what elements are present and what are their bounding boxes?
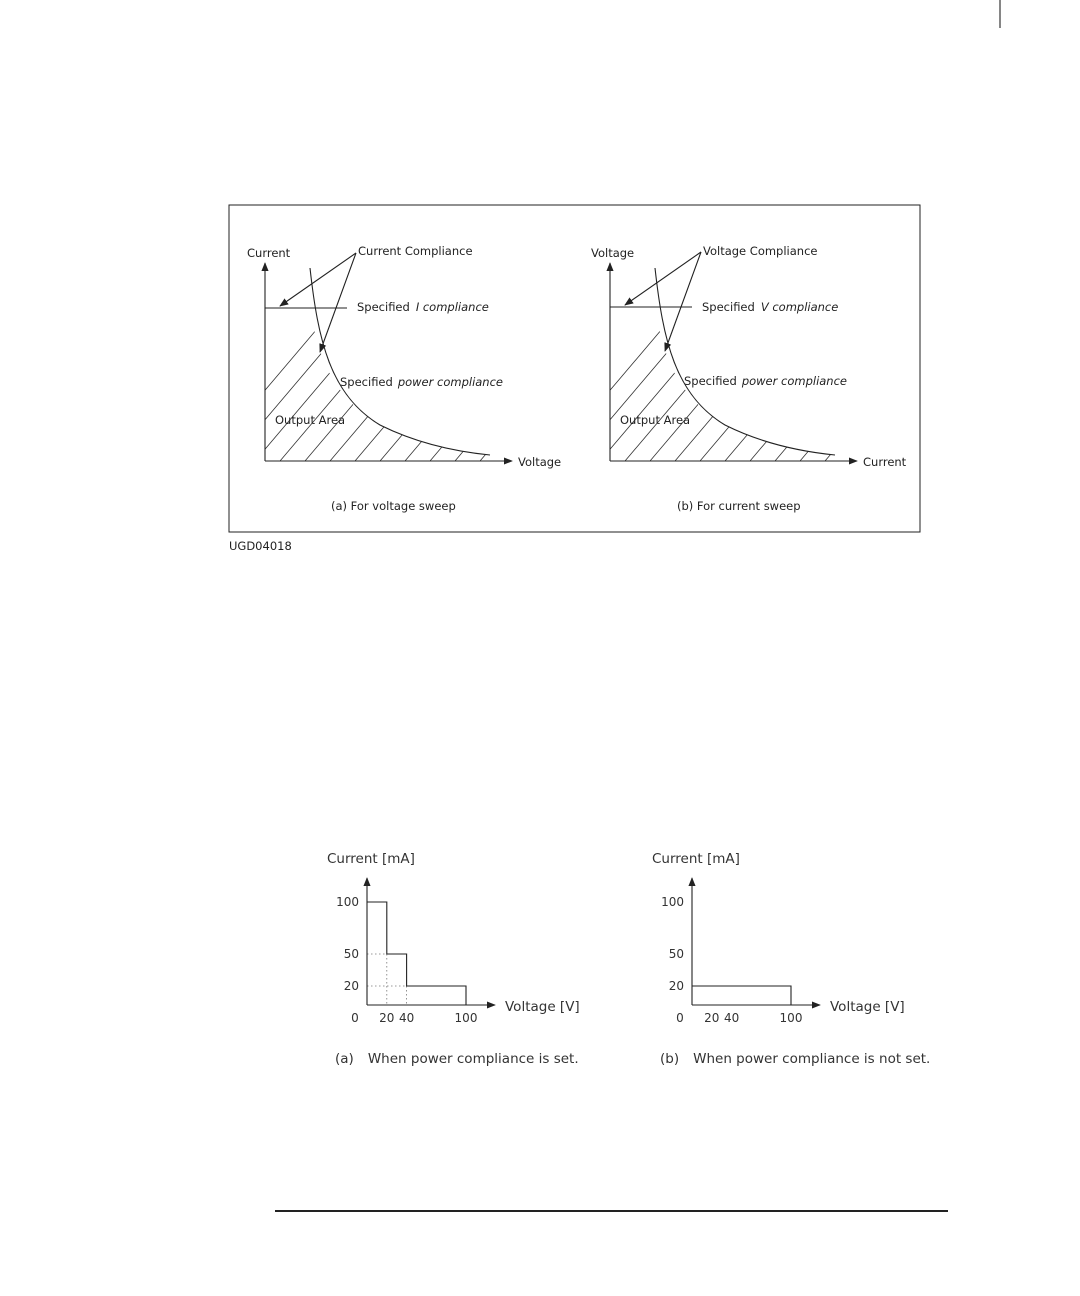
figure1-panel-a [205, 244, 620, 513]
x-tick-label: 0 [351, 1011, 359, 1025]
figure-id: UGD04018 [229, 539, 292, 553]
x-tick-label: 0 [676, 1011, 684, 1025]
x-tick-label: 40 [723, 1011, 740, 1025]
output-area-label: Output Area [620, 413, 691, 427]
chart-a [327, 851, 580, 1067]
figure1-panel-b [550, 244, 965, 513]
y-tick-label: 20 [343, 979, 359, 993]
pointer-arrow [665, 252, 701, 351]
panel-caption: (b) For current sweep [677, 499, 801, 513]
series-line [367, 902, 466, 1005]
specified-compliance-label: Specified I compliance [357, 300, 489, 314]
y-tick-label: 100 [336, 895, 359, 909]
series-line [692, 986, 791, 1005]
y-tick-label: 20 [668, 979, 684, 993]
power-compliance-label: Specified power compliance [684, 374, 847, 388]
chart-caption: (b) When power compliance is not set. [660, 1051, 931, 1067]
x-axis-label: Voltage [518, 455, 562, 469]
compliance-label: Current Compliance [358, 244, 473, 258]
power-compliance-label: Specified power compliance [340, 375, 503, 389]
y-tick-label: 50 [668, 947, 684, 961]
x-tick-label: 40 [398, 1011, 415, 1025]
panel-caption: (a) For voltage sweep [331, 499, 456, 513]
pointer-arrow [625, 252, 701, 305]
x-axis-label: Voltage [V] [830, 999, 905, 1015]
x-axis-label: Current [863, 455, 907, 469]
x-tick-label: 100 [454, 1011, 478, 1025]
x-tick-label: 100 [779, 1011, 803, 1025]
y-tick-label: 100 [661, 895, 684, 909]
y-axis-label: Current [mA] [327, 851, 415, 867]
specified-compliance-label: Specified V compliance [702, 300, 839, 314]
pointer-arrow [320, 253, 356, 352]
y-axis-label: Voltage [591, 246, 635, 260]
output-area-label: Output Area [275, 413, 346, 427]
x-axis-label: Voltage [V] [505, 999, 580, 1015]
compliance-label: Voltage Compliance [703, 244, 818, 258]
y-tick-label: 50 [343, 947, 359, 961]
x-tick-label: 20 [379, 1011, 395, 1025]
pointer-arrow [280, 253, 356, 306]
chart-b [652, 851, 930, 1067]
y-axis-label: Current [mA] [652, 851, 740, 867]
y-axis-label: Current [247, 246, 291, 260]
chart-caption: (a) When power compliance is set. [335, 1051, 579, 1067]
x-tick-label: 20 [704, 1011, 720, 1025]
